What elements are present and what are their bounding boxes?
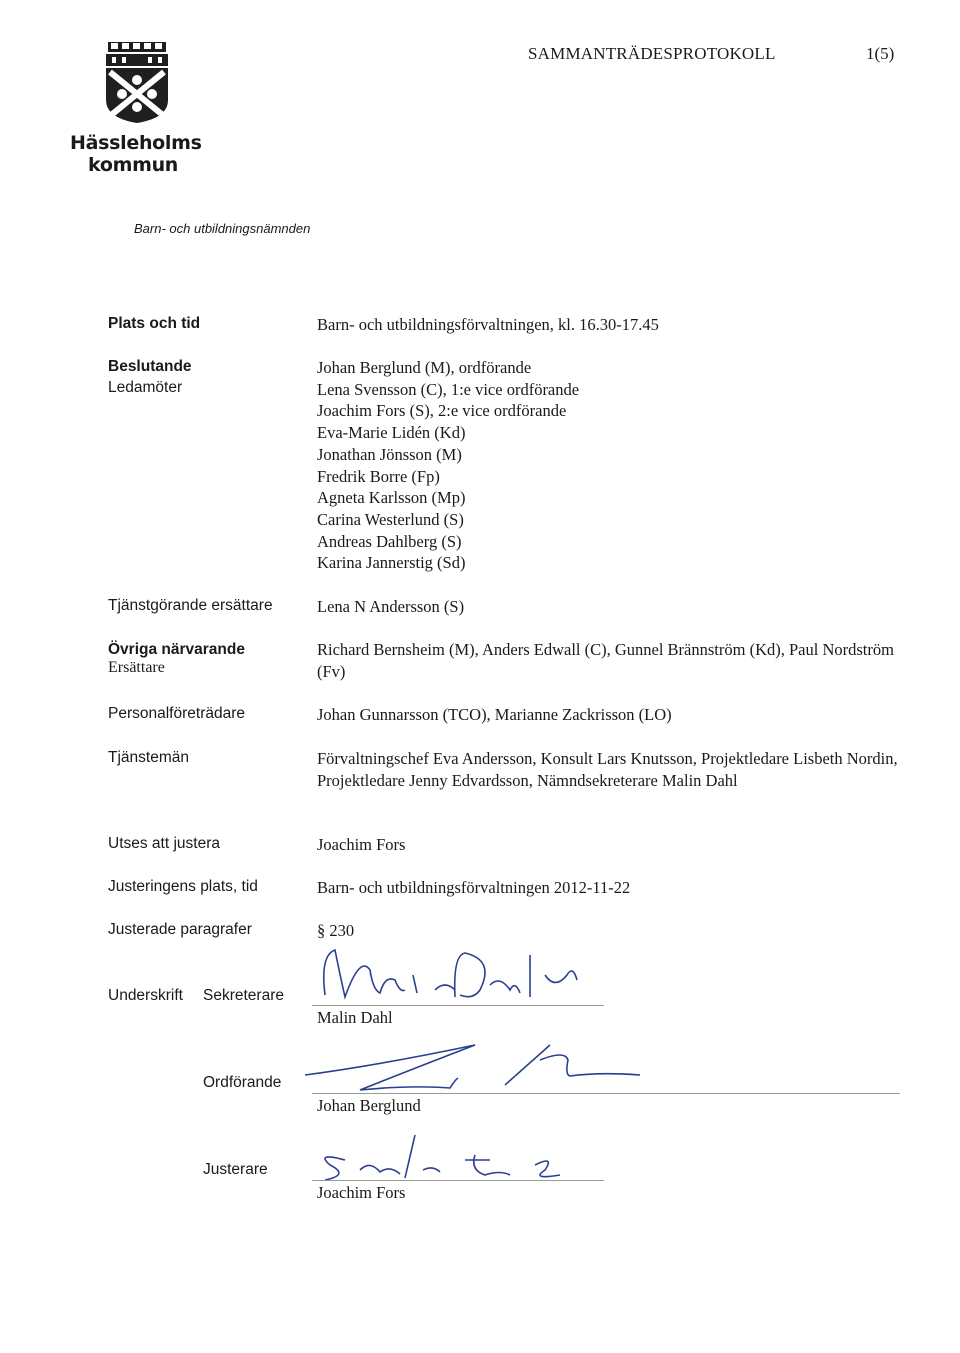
member-item: Jonathan Jönsson (M) <box>317 444 462 464</box>
substitutes-value: Richard Bernsheim (M), Anders Edwall (C), Gunnel Brännström (Kd), Paul Nordström (Fv) <box>317 640 894 681</box>
member-item: Fredrik Borre (Fp) <box>317 466 440 486</box>
adjusted-paragraphs-value: § 230 <box>317 921 355 940</box>
adjuster-name: Joachim Fors <box>317 1183 406 1202</box>
adjuster-sig-label: Justerare <box>203 1161 268 1178</box>
place-time-label: Plats och tid <box>108 315 201 332</box>
municipality-logo <box>70 40 205 176</box>
signature-label: Underskrift <box>108 987 183 1004</box>
committee-name: Barn- och utbildningsnämnden <box>134 221 311 236</box>
page-indicator: 1(5) <box>866 44 895 63</box>
member-item: Carina Westerlund (S) <box>317 509 464 529</box>
substitutes-label: Ersättare <box>108 659 165 676</box>
coat-of-arms-icon <box>102 40 172 124</box>
member-item: Karina Jannerstig (Sd) <box>317 553 466 573</box>
adjuster-signature-icon <box>305 1130 575 1190</box>
adjusted-paragraphs-label: Justerade paragrafer <box>108 921 252 938</box>
officials-value: Förvaltningschef Eva Andersson, Konsult Lars Knutsson, Projektledare Lisbeth Nordin, Projektledare Jenny Edvardsson, Nämndsekreterare Malin Dahl <box>317 749 898 790</box>
secretary-label: Sekreterare <box>203 987 284 1004</box>
staff-reps-value: Johan Gunnarsson (TCO), Marianne Zackrisson (LO) <box>317 705 672 724</box>
adjust-place-label: Justeringens plats, tid <box>108 878 258 895</box>
secretary-name: Malin Dahl <box>317 1008 393 1027</box>
document-title: SAMMANTRÄDESPROTOKOLL <box>528 44 776 63</box>
chair-name: Johan Berglund <box>317 1096 421 1115</box>
adjuster-label: Utses att justera <box>108 835 220 852</box>
org-name-line2: kommun <box>88 154 179 176</box>
adjust-place-value: Barn- och utbildningsförvaltningen 2012-11-22 <box>317 878 631 897</box>
place-time-value: Barn- och utbildningsförvaltningen, kl. 16.30-17.45 <box>317 315 659 334</box>
members-label: Ledamöter <box>108 379 183 396</box>
secretary-signature-icon <box>305 935 605 1015</box>
secretary-signature-line <box>312 1005 604 1006</box>
org-name-line1: Hässleholms <box>70 132 202 154</box>
member-item: Eva-Marie Lidén (Kd) <box>317 423 466 443</box>
chair-signature-line <box>312 1093 900 1094</box>
officials-label: Tjänstemän <box>108 749 189 766</box>
adjuster-value: Joachim Fors <box>317 835 406 854</box>
decision-label: Beslutande <box>108 358 192 375</box>
serving-substitutes-label: Tjänstgörande ersättare <box>108 597 273 614</box>
chair-signature-icon <box>300 1030 660 1100</box>
adjuster-signature-line <box>312 1180 604 1181</box>
members-list <box>317 357 907 574</box>
chair-label: Ordförande <box>203 1074 282 1091</box>
others-present-label: Övriga närvarande <box>108 641 245 658</box>
member-item: Lena Svensson (C), 1:e vice ordförande <box>317 379 580 399</box>
serving-substitutes-value: Lena N Andersson (S) <box>317 597 465 616</box>
member-item: Joachim Fors (S), 2:e vice ordförande <box>317 401 567 421</box>
member-item: Johan Berglund (M), ordförande <box>317 358 532 377</box>
member-item: Agneta Karlsson (Mp) <box>317 488 466 508</box>
staff-reps-label: Personalföreträdare <box>108 705 245 722</box>
member-item: Andreas Dahlberg (S) <box>317 531 462 551</box>
